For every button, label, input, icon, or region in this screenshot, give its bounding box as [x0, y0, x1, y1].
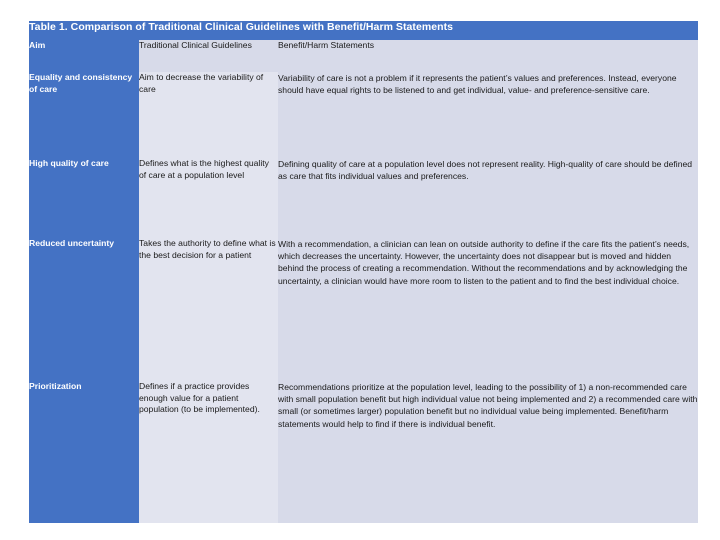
table-title-row	[29, 21, 698, 40]
row-label-equality: Equality and consistency of care	[29, 72, 139, 158]
cell-benefit-harm-prioritization: Recommendations prioritize at the population level, leading to the possibility of 1) a non-recommended care with small population benefit but high individual value not being implemented and 2) a recommended care with small (or sometimes larger) population benefit but no individual value being implemented. Benefit/harm statements would help to find if there is individual benefit.	[278, 381, 698, 523]
row-label-reduced-uncertainty: Reduced uncertainty	[29, 238, 139, 381]
column-header-traditional: Traditional Clinical Guidelines	[139, 40, 278, 72]
table-container	[29, 21, 698, 523]
row-label-prioritization: Prioritization	[29, 381, 139, 523]
column-header-aim: Aim	[29, 40, 139, 72]
cell-traditional-reduced-uncertainty: Takes the authority to define what is the best decision for a patient	[139, 238, 278, 381]
row-label-high-quality: High quality of care	[29, 158, 139, 238]
cell-traditional-equality: Aim to decrease the variability of care	[139, 72, 278, 158]
cell-traditional-prioritization: Defines if a practice provides enough value for a patient population (to be implemented).	[139, 381, 278, 523]
table-row	[29, 158, 698, 238]
table-header-row	[29, 40, 698, 72]
table-row	[29, 72, 698, 158]
cell-traditional-high-quality: Defines what is the highest quality of care at a population level	[139, 158, 278, 238]
cell-benefit-harm-high-quality: Defining quality of care at a population level does not represent reality. High-quality of care should be defined as care that fits individual values and preferences.	[278, 158, 698, 238]
cell-benefit-harm-reduced-uncertainty: With a recommendation, a clinician can lean on outside authority to define if the care fits the patient’s needs, which decreases the uncertainty. However, the uncertainty does not disappear but is moved and hidden behind the process of creating a recommendation. Without the recommendations and by acknowledging the uncertainty, a clinician would have more room to listen to the patient and to find the best individual choice.	[278, 238, 698, 381]
cell-benefit-harm-equality: Variability of care is not a problem if it represents the patient’s values and preferences. Instead, everyone should have equal rights to be listened to and get individual, value- and preference-sensitive care.	[278, 72, 698, 158]
table-title: Table 1. Comparison of Traditional Clinical Guidelines with Benefit/Harm Statements	[29, 21, 698, 40]
comparison-table	[29, 21, 698, 523]
table-row	[29, 381, 698, 523]
column-header-benefit-harm: Benefit/Harm Statements	[278, 40, 698, 72]
table-row	[29, 238, 698, 381]
